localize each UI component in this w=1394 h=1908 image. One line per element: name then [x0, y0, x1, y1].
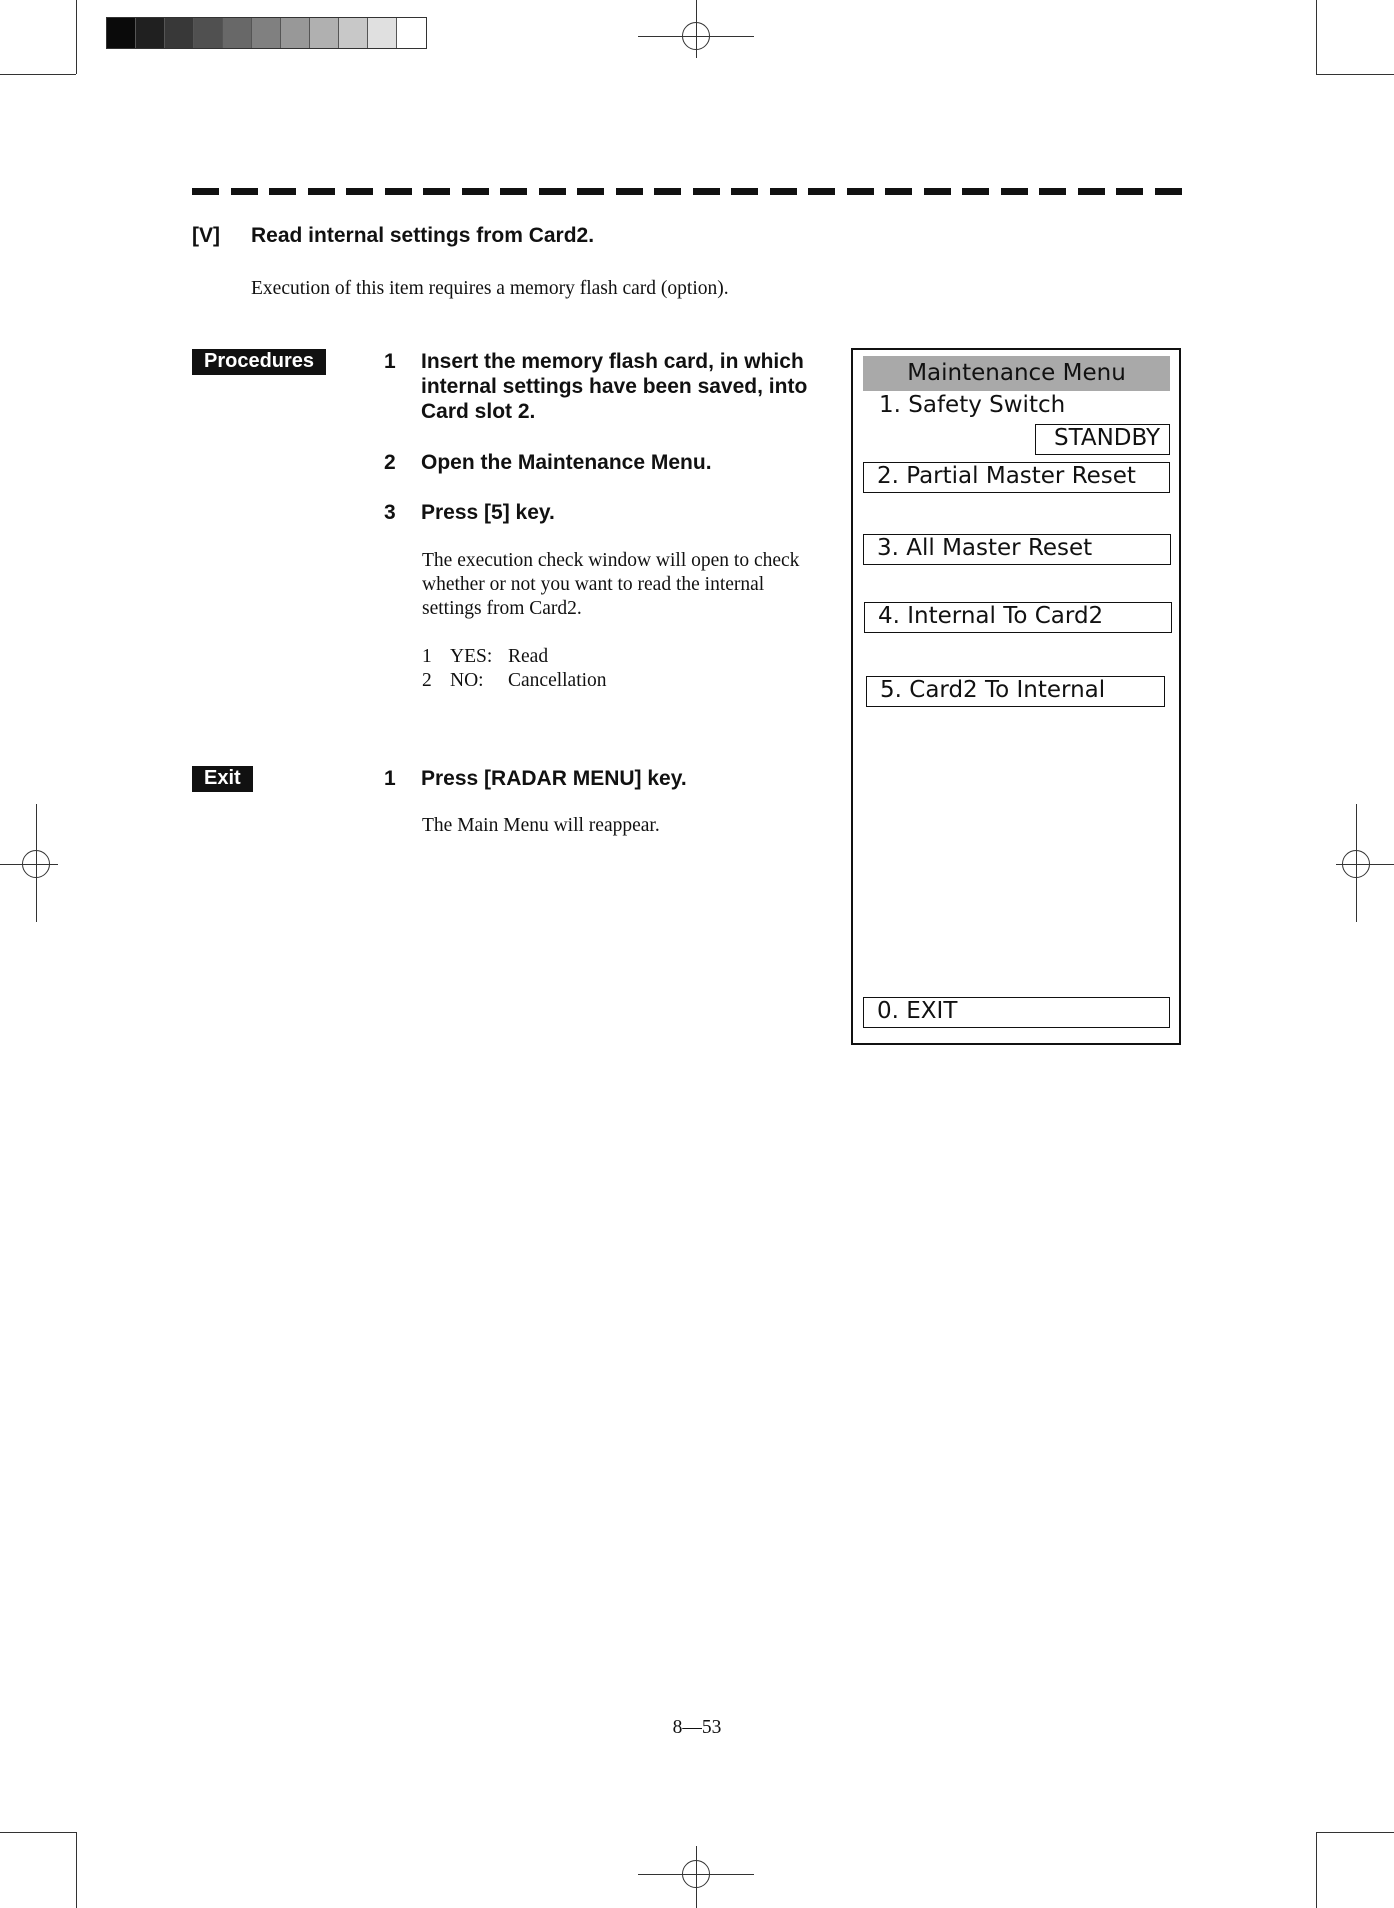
option-yes: 1 YES: Read [422, 646, 549, 667]
section-intro: Execution of this item requires a memory flash card (option). [251, 278, 729, 299]
menu-title: Maintenance Menu [863, 356, 1170, 391]
exit-step-number: 1 [384, 767, 396, 790]
page-number: 8—53 [672, 1717, 722, 1738]
exit-note: The Main Menu will reappear. [422, 815, 660, 836]
menu-item-partial-master-reset[interactable]: 2. Partial Master Reset [863, 462, 1170, 493]
step-2-number: 2 [384, 451, 396, 474]
step-1-number: 1 [384, 350, 396, 373]
step-2-text: Open the Maintenance Menu. [421, 451, 712, 474]
menu-item-internal-to-card2[interactable]: 4. Internal To Card2 [864, 602, 1172, 633]
maintenance-menu-panel [851, 348, 1181, 1045]
grayscale-calibration-strip [106, 17, 427, 49]
step-3-number: 3 [384, 501, 396, 524]
step-3-note: The execution check window will open to check whether or not you want to read the internal settings from Card2. [422, 550, 800, 619]
standby-button[interactable]: STANDBY [1035, 424, 1170, 455]
procedures-label: Procedures [192, 349, 326, 375]
section-title: Read internal settings from Card2. [251, 224, 595, 247]
exit-step-text: Press [RADAR MENU] key. [421, 767, 687, 790]
menu-item-safety-switch[interactable]: 1. Safety Switch [879, 392, 1066, 418]
section-marker: [V] [192, 224, 220, 247]
menu-item-exit[interactable]: 0. EXIT [863, 997, 1170, 1028]
menu-item-all-master-reset[interactable]: 3. All Master Reset [863, 534, 1171, 565]
step-1-text: Insert the memory flash card, in which internal settings have been saved, into Card slot 2. [421, 350, 808, 423]
section-divider [192, 188, 1182, 195]
menu-item-card2-to-internal[interactable]: 5. Card2 To Internal [866, 676, 1165, 707]
step-3-text: Press [5] key. [421, 501, 555, 524]
option-no: 2 NO: Cancellation [422, 670, 607, 691]
exit-label: Exit [192, 766, 253, 792]
